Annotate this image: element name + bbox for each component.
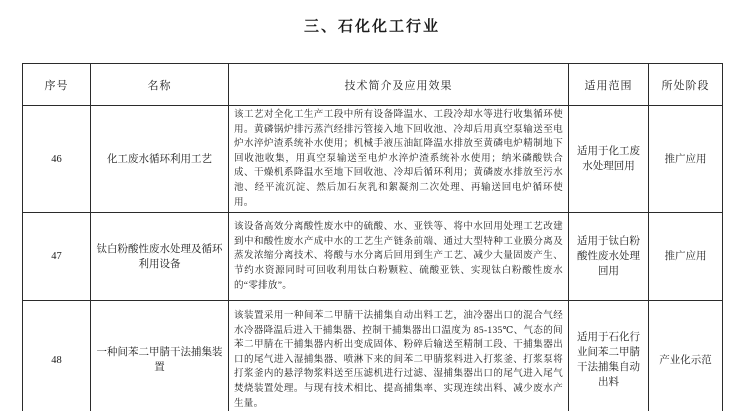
- row-scope: 适用于化工废水处理回用: [569, 106, 649, 213]
- row-name: 化工废水循环利用工艺: [91, 106, 229, 213]
- table-header-row: [23, 64, 723, 106]
- row-scope: 适用于钛白粉酸性废水处理回用: [569, 213, 649, 301]
- row-scope: 适用于石化行业间苯二甲腈干法捕集自动出料: [569, 301, 649, 411]
- table-row: [23, 106, 723, 213]
- row-desc: 该装置采用一种间苯二甲腈干法捕集自动出料工艺，油冷器出口的混合气经水冷器降温后进入干捕集器、控制干捕集器出口温度为 85-135℃、气态的间苯二甲腈在干捕集器内析出变成固体、粉碎后输送至精制工段、干捕集器出口的尾气进入湿捕集器、喷淋下来的间苯二甲腈浆料进入打浆釜、打浆泵将打浆釜内的悬浮物浆料送至压滤机进行过滤、湿捕集器出口的尾气进入尾气焚烧装置处理。与现有技术相比、提高捕集率、实现连续出料、减少废水产生量。: [229, 301, 569, 411]
- row-desc: 该工艺对全化工生产工段中所有设备降温水、工段冷却水等进行收集循环使用。黄磷锅炉排污蒸汽经排污管接入地下回收池、冷却后用真空泵输送至电炉水淬炉渣系统补水使用；机械手液压油缸降温水排放至黄磷电炉精制地下回收池收集，用真空泵输送至电炉水淬炉渣系统补水使用；纳米磷酸铁合成、干燥机系降温水至地下回收池、冷却后循环利用；黄磷废水排放至污水池、经平流沉淀、然后加石灰乳和絮凝剂二次处理、再输送回电炉循环使用。: [229, 106, 569, 213]
- row-stage: 产业化示范: [649, 301, 723, 411]
- header-stage: 所处阶段: [649, 64, 723, 106]
- row-no: 47: [23, 213, 91, 301]
- row-name: 钛白粉酸性废水处理及循环利用设备: [91, 213, 229, 301]
- table-row: [23, 301, 723, 411]
- row-no: 46: [23, 106, 91, 213]
- row-name: 一种间苯二甲腈干法捕集装置: [91, 301, 229, 411]
- row-stage: 推广应用: [649, 213, 723, 301]
- row-no: 48: [23, 301, 91, 411]
- header-name: 名称: [91, 64, 229, 106]
- header-desc: 技术简介及应用效果: [229, 64, 569, 106]
- header-no: 序号: [23, 64, 91, 106]
- header-scope: 适用范围: [569, 64, 649, 106]
- page-title: 三、石化化工行业: [303, 19, 440, 35]
- row-desc: 该设备高效分离酸性废水中的硫酸、水、亚铁等、将中水回用处理工艺改建到中和酸性废水产成中水的工艺生产链条前端、通过大型特种工业膜分离及蒸发浓缩分离技术、将酸与水分离后回用到生产工艺、减少大量固废产生、节约水资源同时可回收利用钛白粉颗粒、硫酸亚铁、实现钛白粉酸性废水的“零排放”。: [229, 213, 569, 301]
- row-stage: 推广应用: [649, 106, 723, 213]
- table-row: [23, 213, 723, 301]
- technology-table: [22, 63, 723, 411]
